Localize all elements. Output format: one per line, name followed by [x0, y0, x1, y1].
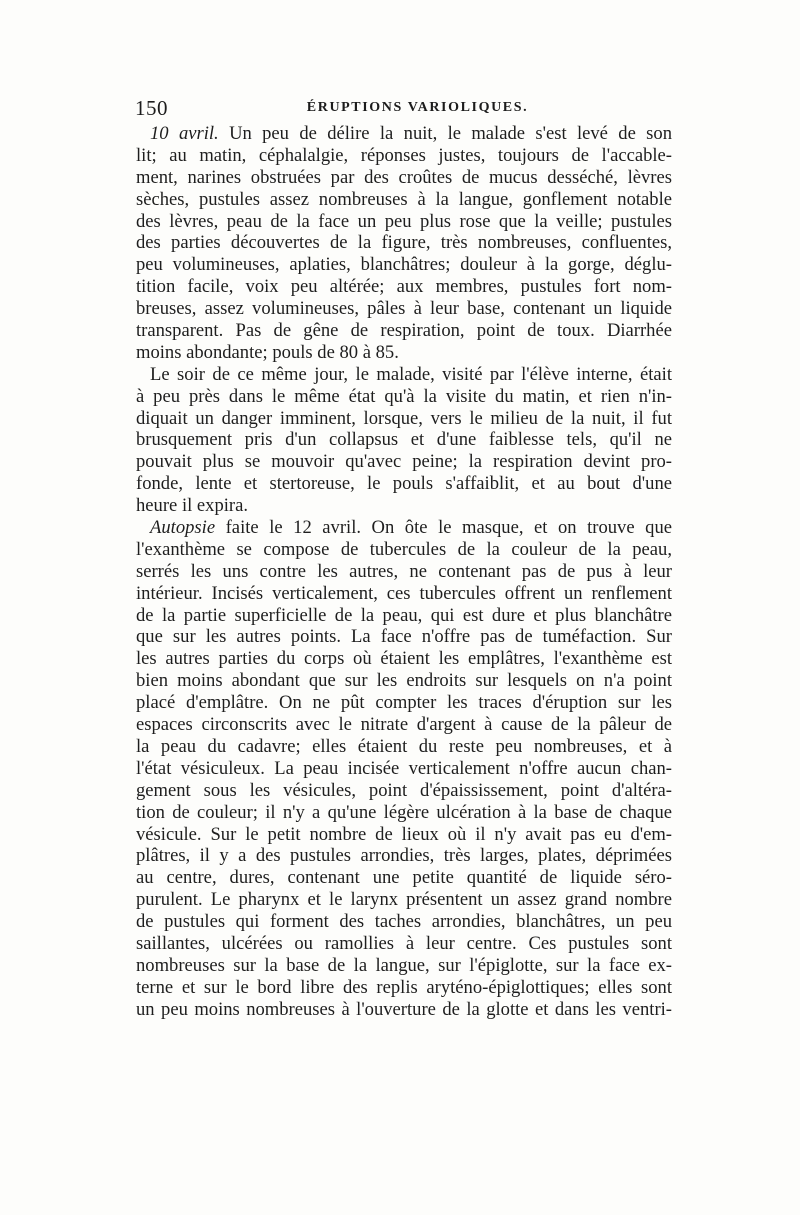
body-text [136, 123, 672, 1021]
line-text: tition facile, voix peu altérée; aux membres, pustules fort nom- [136, 276, 672, 298]
text-line [136, 517, 672, 539]
line-text: sèches, pustules assez nombreuses à la langue, gonflement notable [136, 188, 672, 210]
line-text: ment, narines obstruées par des croûtes de mucus desséché, lèvres [136, 166, 672, 188]
line-text: pouvait plus se mouvoir qu'avec peine; la respiration devint pro- [136, 451, 672, 473]
text-line [136, 254, 672, 276]
text-line [136, 561, 672, 583]
text-line [136, 342, 672, 364]
line-text: heure il expira. [136, 495, 249, 517]
running-title: ÉRUPTIONS VARIOLIQUES. [306, 100, 529, 115]
line-text: des lèvres, peau de la face un peu plus rose que la veille; pustules [136, 210, 672, 232]
text-line [136, 692, 672, 714]
line-text: Un peu de délire la nuit, le malade s'est levé de son [218, 123, 672, 144]
line-text: faite le 12 avril. On ôte le masque, et on trouve que [215, 517, 672, 539]
text-line [136, 167, 672, 189]
text-line [136, 605, 672, 627]
line-text: serrés les uns contre les autres, ne contenant pas de pus à leur [136, 560, 672, 582]
italic-lead: Autopsie [150, 517, 216, 539]
text-line [136, 824, 672, 846]
text-line [136, 123, 672, 145]
line-text: que sur les autres points. La face n'offre pas de tuméfaction. Sur [136, 626, 672, 648]
text-line [136, 626, 672, 648]
line-text: placé d'emplâtre. On ne pût compter les traces d'éruption sur les [136, 692, 672, 714]
line-text: Le soir de ce même jour, le malade, visité par l'élève interne, était [150, 363, 672, 385]
text-line [136, 189, 672, 211]
text-line [136, 648, 672, 670]
text-line [136, 736, 672, 758]
line-text: l'exanthème se compose de tubercules de la couleur de la peau, [136, 538, 672, 560]
line-text: diquait un danger imminent, lorsque, vers le milieu de la nuit, il fut [136, 407, 672, 429]
line-text: les autres parties du corps où étaient les emplâtres, l'exanthème est [136, 648, 672, 670]
text-line [136, 867, 672, 889]
text-line [136, 473, 672, 495]
line-text: la peau du cadavre; elles étaient du reste peu nombreuses, et à [136, 735, 672, 757]
text-line [136, 429, 672, 451]
line-text: au centre, dures, contenant une petite quantité de liquide séro- [136, 867, 672, 889]
line-text: espaces circonscrits avec le nitrate d'argent à cause de la pâleur de [136, 714, 672, 736]
text-line [136, 955, 672, 977]
text-line [136, 539, 672, 561]
line-text: des parties découvertes de la figure, très nombreuses, confluentes, [136, 232, 672, 254]
line-text: l'état vésiculeux. La peau incisée verticalement n'offre aucun chan- [136, 757, 672, 779]
text-line [136, 714, 672, 736]
line-text: terne et sur le bord libre des replis aryténo-épiglottiques; elles sont [136, 976, 672, 998]
line-text: lit; au matin, céphalalgie, réponses justes, toujours de l'accable- [136, 144, 672, 166]
line-text: à peu près dans le même état qu'à la visite du matin, et rien n'in- [136, 385, 672, 407]
line-text: de pustules qui forment des taches arrondies, blanchâtres, un peu [136, 911, 672, 933]
text-line [136, 911, 672, 933]
text-line [136, 670, 672, 692]
text-line [136, 320, 672, 342]
page-header [135, 96, 670, 126]
text-line [136, 780, 672, 802]
text-line [136, 977, 672, 999]
italic-lead: 10 avril. [150, 123, 219, 144]
line-text: transparent. Pas de gêne de respiration, point de toux. Diarrhée [136, 320, 672, 342]
line-text: intérieur. Incisés verticalement, ces tubercules offrent un renflement [136, 582, 672, 604]
line-text: nombreuses sur la base de la langue, sur l'épiglotte, sur la face ex- [136, 954, 672, 976]
line-text: un peu moins nombreuses à l'ouverture de la glotte et dans les ventri- [136, 998, 672, 1020]
text-line [136, 758, 672, 780]
text-line [136, 451, 672, 473]
line-text: brusquement pris d'un collapsus et d'une faiblesse tels, qu'il ne [136, 429, 672, 451]
text-line [136, 145, 672, 167]
line-text: purulent. Le pharynx et le larynx présentent un assez grand nombre [136, 889, 672, 911]
line-text: gement sous les vésicules, point d'épaississement, point d'altéra- [136, 779, 672, 801]
text-line [136, 232, 672, 254]
text-line [136, 495, 672, 517]
line-text: moins abondante; pouls de 80 à 85. [136, 341, 399, 363]
text-line [136, 276, 672, 298]
line-text: breuses, assez volumineuses, pâles à leur base, contenant un liquide [136, 298, 672, 320]
text-line [136, 364, 672, 386]
text-line [136, 802, 672, 824]
page-number: 150 [135, 96, 168, 120]
text-line [136, 408, 672, 430]
line-text: de la partie superficielle de la peau, qui est dure et plus blanchâtre [136, 604, 672, 626]
text-line [136, 298, 672, 320]
line-text: saillantes, ulcérées ou ramollies à leur centre. Ces pustules sont [136, 932, 672, 954]
line-text: peu volumineuses, aplaties, blanchâtres; douleur à la gorge, déglu- [136, 254, 672, 276]
text-line [136, 211, 672, 233]
text-line [136, 933, 672, 955]
line-text: tion de couleur; il n'y a qu'une légère ulcération à la base de chaque [136, 801, 672, 823]
text-line [136, 845, 672, 867]
text-line [136, 583, 672, 605]
line-text: bien moins abondant que sur les endroits sur lesquels on n'a point [136, 670, 672, 692]
text-line [136, 889, 672, 911]
line-text: fonde, lente et stertoreuse, le pouls s'affaiblit, et au bout d'une [136, 473, 672, 495]
text-line [136, 999, 672, 1021]
line-text: plâtres, il y a des pustules arrondies, très larges, plates, déprimées [136, 845, 672, 867]
line-text: vésicule. Sur le petit nombre de lieux où il n'y avait pas eu d'em- [136, 823, 672, 845]
text-line [136, 386, 672, 408]
